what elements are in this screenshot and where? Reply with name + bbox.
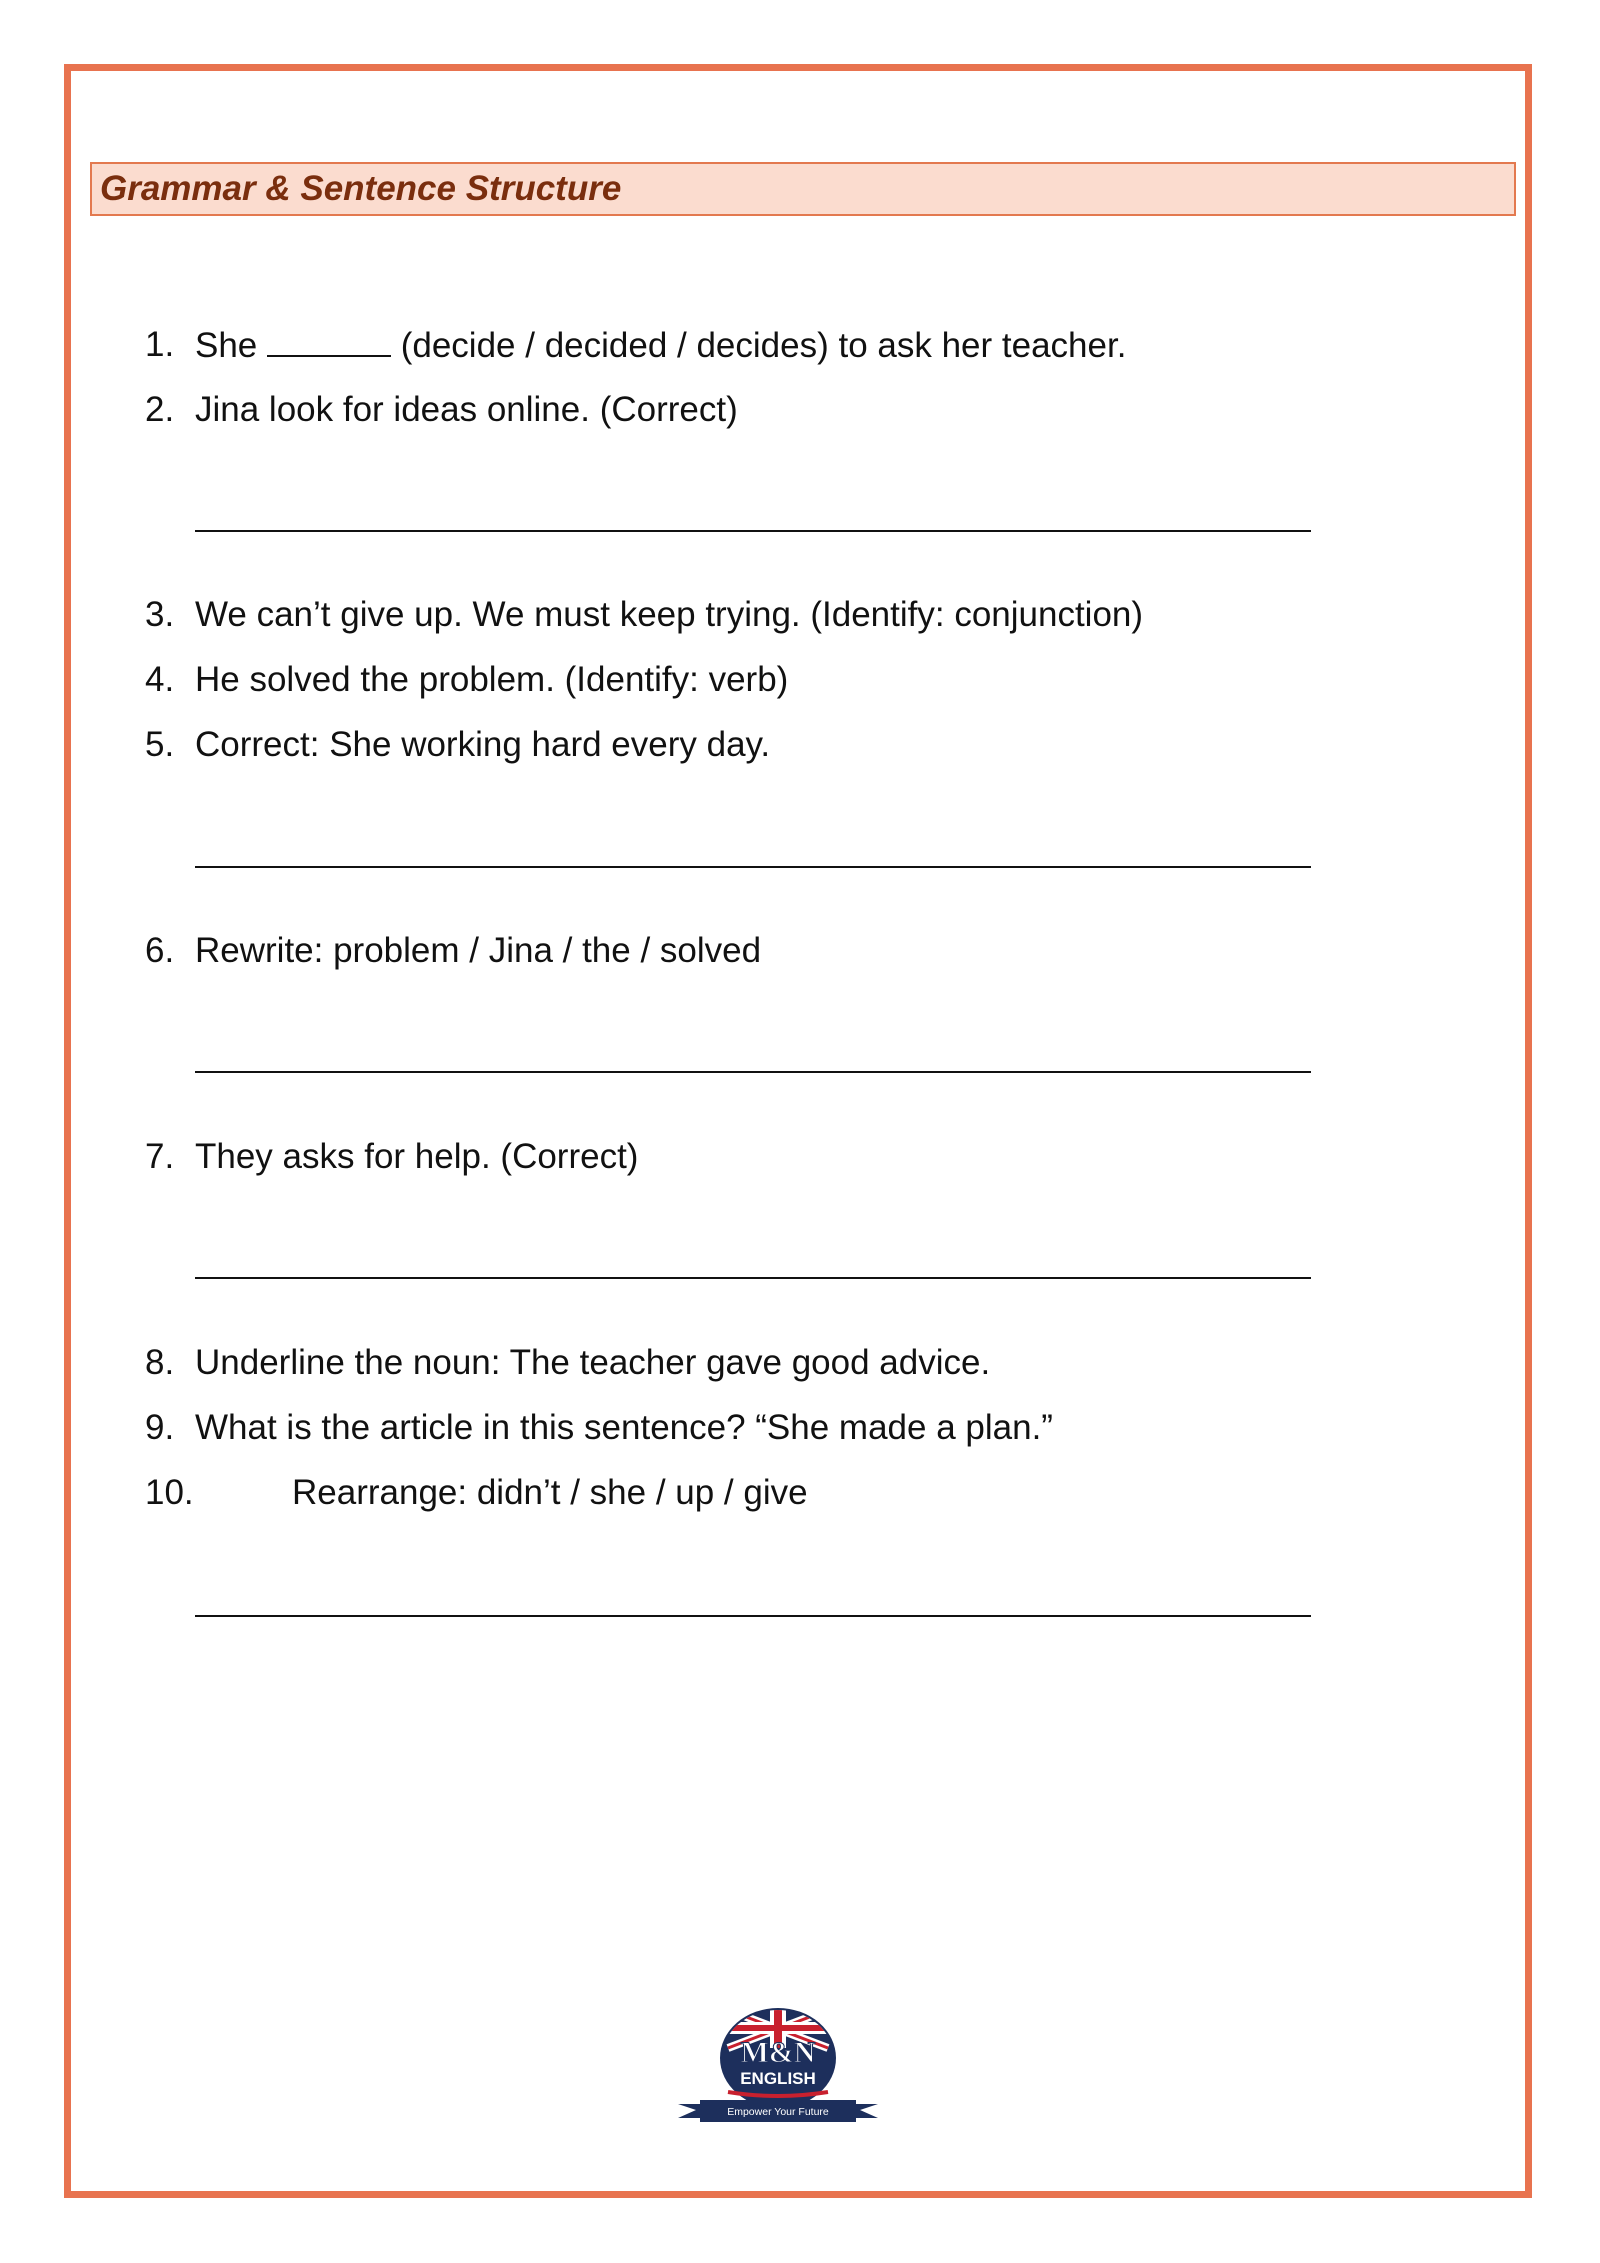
question-text: Rewrite: problem / Jina / the / solved bbox=[195, 931, 762, 970]
question-text: Jina look for ideas online. (Correct) bbox=[195, 390, 738, 429]
question-number: 2. bbox=[145, 390, 175, 429]
question-text: Rearrange: didn’t / she / up / give bbox=[292, 1473, 808, 1512]
question-text: We can’t give up. We must keep trying. (Identify: conjunction) bbox=[195, 595, 1144, 634]
question-number: 1. bbox=[145, 325, 175, 364]
logo-brand: M&N bbox=[740, 2036, 816, 2069]
question-number: 5. bbox=[145, 725, 175, 764]
question-number: 9. bbox=[145, 1408, 175, 1447]
answer-line-10[interactable] bbox=[195, 1615, 1311, 1617]
question-number: 7. bbox=[145, 1137, 175, 1176]
question-text bbox=[195, 325, 1126, 366]
section-heading: Grammar & Sentence Structure bbox=[90, 162, 1516, 216]
question-text: He solved the problem. (Identify: verb) bbox=[195, 660, 789, 699]
logo-brand-sub: ENGLISH bbox=[740, 2069, 816, 2088]
answer-line-5[interactable] bbox=[195, 866, 1311, 868]
answer-line-7[interactable] bbox=[195, 1277, 1311, 1279]
page-border bbox=[64, 64, 1532, 2198]
mn-english-logo bbox=[668, 2000, 888, 2130]
fill-in-blank[interactable] bbox=[267, 325, 391, 357]
question-text: Underline the noun: The teacher gave good advice. bbox=[195, 1343, 991, 1382]
answer-line-6[interactable] bbox=[195, 1071, 1311, 1073]
answer-line-2[interactable] bbox=[195, 530, 1311, 532]
question-text: What is the article in this sentence? “She made a plan.” bbox=[195, 1408, 1053, 1447]
question-text: They asks for help. (Correct) bbox=[195, 1137, 639, 1176]
question-number: 10. bbox=[145, 1473, 194, 1512]
question-number: 8. bbox=[145, 1343, 175, 1382]
question-number: 6. bbox=[145, 931, 175, 970]
question-text-before: She bbox=[195, 326, 267, 365]
question-number: 3. bbox=[145, 595, 175, 634]
question-text: Correct: She working hard every day. bbox=[195, 725, 771, 764]
question-text-after: (decide / decided / decides) to ask her teacher. bbox=[391, 326, 1127, 365]
question-number: 4. bbox=[145, 660, 175, 699]
logo-tagline: Empower Your Future bbox=[727, 2106, 829, 2118]
